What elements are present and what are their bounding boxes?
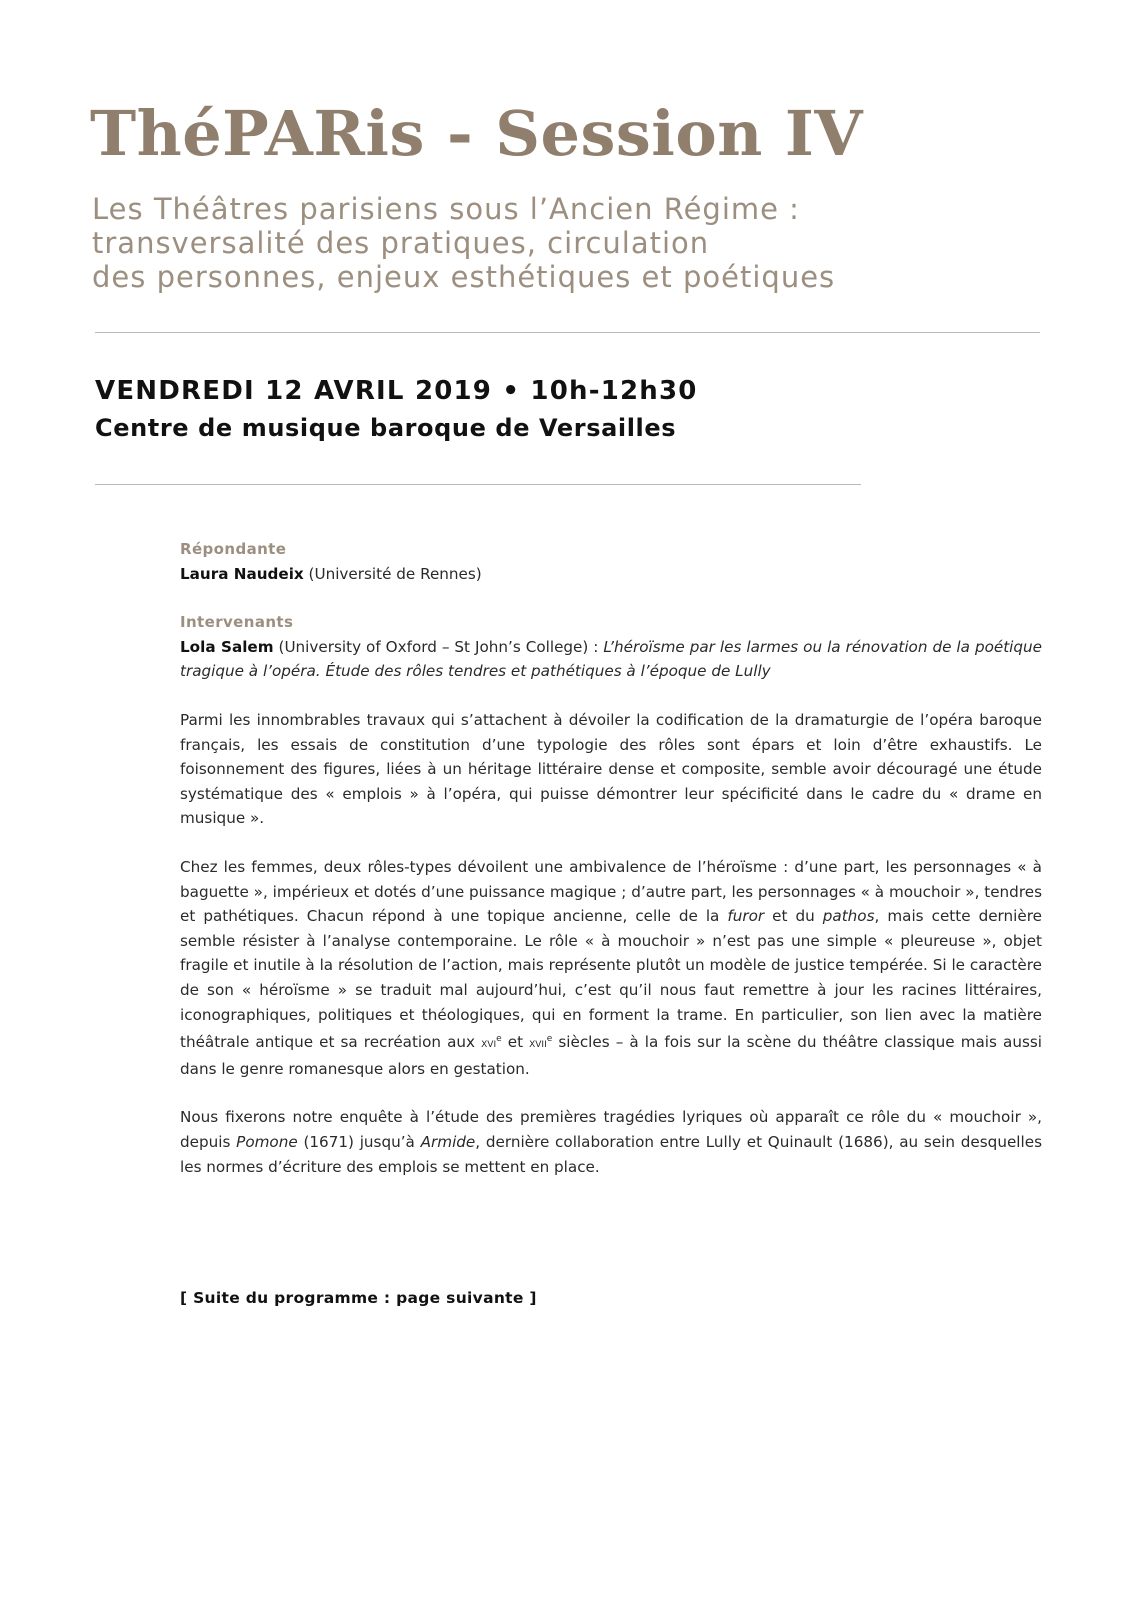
event-place: Centre de musique baroque de Versailles bbox=[95, 414, 677, 442]
p2-text-a: Chez les femmes, deux rôles-types dévoilent une ambivalence de l’héroïsme : d’une part, les personnages « à baguette », impérieux et dotés d’une puissance magique ; d’autre part, les personnages « à mouchoir », tendres et pathétiques. Chacun répond à une topique ancienne, celle de la bbox=[180, 857, 1042, 926]
p2-sup-1: e bbox=[496, 1034, 502, 1045]
respondante-affiliation: (Université de Rennes) bbox=[303, 564, 482, 583]
abstract-paragraph-2 bbox=[180, 855, 1042, 1081]
intervenants-label: Intervenants bbox=[180, 613, 294, 632]
divider-middle bbox=[95, 484, 861, 485]
intervenant-name: Lola Salem bbox=[180, 637, 274, 656]
respondante-name: Laura Naudeix bbox=[180, 564, 304, 583]
p2-text-d: et bbox=[501, 1033, 530, 1052]
divider-top bbox=[95, 332, 1040, 333]
respondante-entry bbox=[180, 562, 1042, 587]
p2-text-c: , mais cette dernière semble résister à l’analyse contemporaine. Le rôle « à mouchoir » n’est pas une simple « pleureuse », objet fragile et inutile à la résolution de l’action, mais représente plutôt un modèle de justice tempérée. Si le caractère de son « héroïsme » se traduit mal aujourd’hui, c’est qu’il nous faut remettre à jour les racines littéraires, iconographiques, politiques et théologiques, qui en forment la trame. En particulier, son lien avec la matière théâtrale antique et sa recréation aux bbox=[180, 907, 1042, 1052]
p2-text-b: et du bbox=[764, 907, 823, 926]
subtitle-line-2: transversalité des pratiques, circulation bbox=[92, 226, 710, 260]
p2-pathos: pathos bbox=[822, 907, 875, 926]
abstract-paragraph-1: Parmi les innombrables travaux qui s’attachent à dévoiler la codification de la dramaturgie de l’opéra baroque français, les essais de constitution d’une typologie des rôles sont épars et loin d’être exhaustifs. Le foisonnement des figures, liées à un héritage littéraire dense et composite, semble avoir découragé une étude systématique des « emplois » à l’opéra, qui puisse démontrer leur spécificité dans le cadre du « drame en musique ». bbox=[180, 710, 1042, 828]
intervenant-affiliation: (University of Oxford – St John’s College) : bbox=[273, 637, 604, 656]
p3-text-c: , dernière collaboration entre Lully et Quinault (1686), au sein desquelles les normes d’écriture des emplois se mettent en place. bbox=[180, 1132, 1042, 1176]
subtitle-line-1: Les Théâtres parisiens sous l’Ancien Régime : bbox=[92, 192, 800, 226]
p3-pomone: Pomone bbox=[236, 1132, 298, 1151]
subtitle-line-3: des personnes, enjeux esthétiques et poétiques bbox=[92, 260, 836, 294]
program-content bbox=[180, 537, 1042, 1203]
p3-text-b: (1671) jusqu’à bbox=[297, 1132, 421, 1151]
p3-armide: Armide bbox=[420, 1132, 476, 1151]
abstract-paragraph-3 bbox=[180, 1105, 1042, 1179]
talk-title: L’héroïsme par les larmes ou la rénovation de la poétique tragique à l’opéra. Étude des rôles tendres et pathétiques à l’époque de Lully bbox=[180, 637, 1043, 681]
page-title: ThéPARis - Session IV bbox=[90, 97, 863, 170]
p2-text-e: siècles – à la fois sur la scène du théâtre classique mais aussi dans le genre romanesque alors en gestation. bbox=[180, 1033, 1042, 1078]
p2-sup-2: e bbox=[546, 1034, 553, 1045]
respondante-label: Répondante bbox=[180, 540, 287, 558]
p2-century-16: xvi bbox=[481, 1036, 497, 1052]
event-date: VENDREDI 12 AVRIL 2019 • 10h-12h30 bbox=[95, 376, 698, 406]
subtitle bbox=[92, 192, 992, 294]
continue-note: [ Suite du programme : page suivante ] bbox=[180, 1289, 537, 1307]
p3-text-a: Nous fixerons notre enquête à l’étude des premières tragédies lyriques où apparaît ce rôle du « mouchoir », depuis bbox=[180, 1108, 1042, 1151]
p2-furor: furor bbox=[727, 907, 765, 926]
p2-century-17: xvii bbox=[529, 1036, 547, 1052]
intervenant-entry bbox=[180, 635, 1042, 684]
